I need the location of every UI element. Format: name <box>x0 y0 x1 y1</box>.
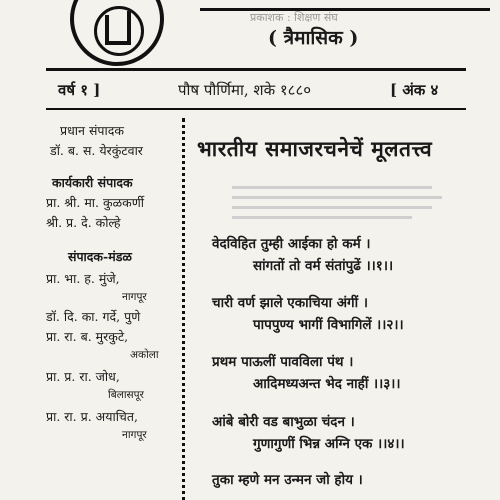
faded-text-line <box>232 216 412 219</box>
article-title: भारतीय समाजरचनेचें मूलतत्त्व <box>197 136 433 161</box>
verse-line: आदिमध्यअन्त भेद नाहीं ।।३।। <box>253 376 401 392</box>
board-member-place: नागपूर <box>122 429 147 441</box>
logo-glyph-part <box>117 11 131 41</box>
journal-logo-emblem <box>70 0 164 66</box>
chief-editor-heading: प्रधान संपादक <box>60 123 124 138</box>
board-member-place: नागपूर <box>122 291 147 303</box>
verse-line: तुका म्हणे मन उन्मन जो होय । <box>212 472 363 488</box>
masthead-title-rule <box>200 0 490 11</box>
board-member-name: प्रा. रा. ब. मुरकुटे, <box>46 329 129 344</box>
verse-line: पापपुण्य भागीं विभागिलें ।।२।। <box>253 317 404 333</box>
editorial-board-heading: संपादक-मंडळ <box>68 249 132 264</box>
volume-number: वर्ष १ ] <box>58 81 101 99</box>
issue-date: पौष पौर्णिमा, शके १८८० <box>178 81 312 99</box>
verse-line: चारी वर्ण झाले एकाचिया अंगीं । <box>212 295 368 311</box>
board-member-name: प्रा. रा. प्र. अयाचित, <box>46 409 138 424</box>
chief-editor-name: डॉ. ब. स. येरकुंटवार <box>50 143 143 158</box>
verse-line: वेदविहित तुम्ही आईका हो कर्म । <box>212 236 371 252</box>
logo-inner-ring <box>94 6 144 56</box>
masthead-subtitle: प्रकाशक : शिक्षण संघ <box>250 11 338 24</box>
executive-editor-heading: कार्यकारी संपादक <box>52 175 133 190</box>
board-member-place: बिलासपूर <box>108 389 144 401</box>
verse-line: आंबे बोरी वड बाभुळा चंदन । <box>212 414 355 430</box>
executive-editor-name: प्रा. श्री. मा. कुळकर्णी <box>46 195 144 210</box>
issue-number: [ अंक ४ <box>390 81 439 99</box>
column-divider <box>182 118 185 500</box>
verse-line: गुणागुणीं भिन्न अग्नि एक ।।४।। <box>253 436 405 452</box>
board-member-place: अकोला <box>130 349 159 361</box>
board-member-name: प्रा. प्र. रा. जोध, <box>46 369 120 384</box>
header-rule-top <box>46 68 466 71</box>
publication-frequency: ( त्रैमासिक ) <box>268 27 359 49</box>
verse-line: सांगतों तो वर्म संतांपुढें ।।१।। <box>253 258 394 274</box>
header-rule-bottom <box>46 108 466 110</box>
board-member-name: डॉ. दि. का. गर्दे, पुणे <box>46 309 141 324</box>
faded-text-line <box>232 186 432 189</box>
board-member-name: प्रा. भा. ह. मुंजे, <box>46 271 120 286</box>
faded-text-line <box>232 196 442 199</box>
executive-editor-name: श्री. प्र. दे. कोल्हे <box>46 215 121 230</box>
verse-line: प्रथम पाऊलीं पावविला पंथ । <box>212 354 354 370</box>
faded-text-line <box>232 206 432 209</box>
